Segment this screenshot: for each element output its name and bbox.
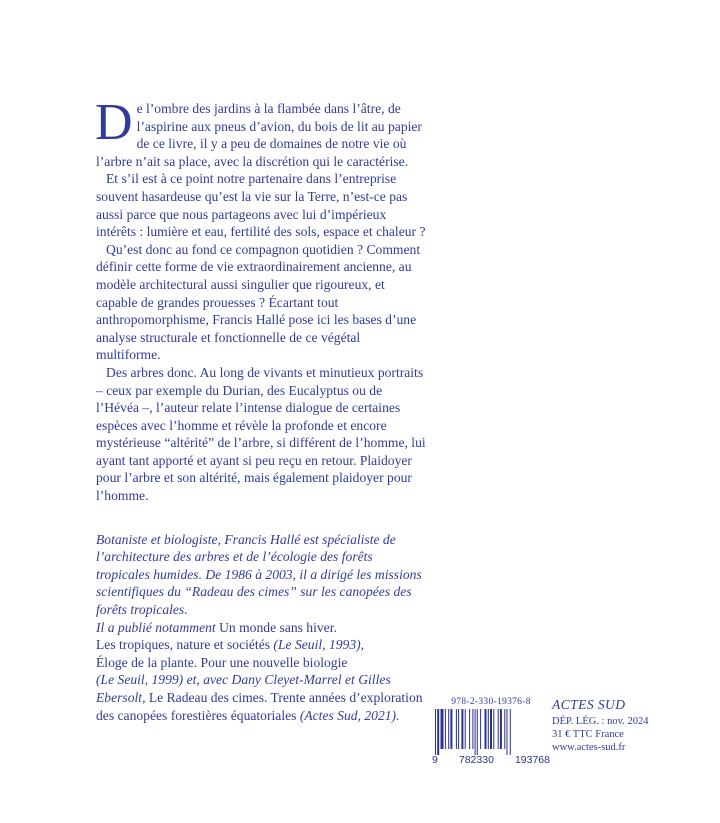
barcode-digit-prefix: 9 [432, 754, 438, 766]
legal-deposit: DÉP. LÉG. : nov. 2024 [552, 716, 649, 727]
back-cover-summary [95, 94, 426, 724]
bibliography-lead: Il a publié notamment [96, 619, 216, 635]
isbn-barcode [432, 697, 550, 766]
book-title-1: Un monde sans hiver. [215, 619, 337, 635]
book-title-2: Les tropiques, nature et sociétés [96, 637, 271, 653]
summary-paragraph-4: Des arbres donc. Au long de vivants et minutieux portraits – ceux par exemple du Durian, des Eucalyptus ou de l’Hévéa –, l’auteur relate l’intense dialogue de certaines espèces avec l’homme et révèle la profonde et encore mystérieuse “altérité” de l’arbre, si différent de l’homme, lui ayant tant apporté et ayant si peu reçu en retour. Plaidoyer pour l’arbre et son altérité, mais également plaidoyer pour l’homme. [96, 364, 426, 504]
summary-paragraph-1 [95, 94, 426, 170]
price: 31 € TTC France [552, 729, 624, 740]
book-publisher-4: (Actes Sud, 2021). [296, 707, 400, 723]
barcode-digit-group-1: 782330 [458, 754, 494, 766]
publisher-name: ACTES SUD [552, 697, 626, 712]
barcode-bars [435, 709, 547, 755]
book-publisher-3: (Le Seuil, 1999) et, avec Dany Cleyet-Marrel et Gilles Ebersolt, [96, 672, 391, 705]
author-bibliography [96, 619, 426, 725]
summary-paragraph-2: Et s’il est à ce point notre partenaire dans l’entreprise souvent hasardeuse qu’est la vie sur la Terre, n’est-ce pas aussi parce que nous partageons avec lui d’impérieux intérêts : lumière et eau, fertilité des sols, espace et chaleur ? [96, 171, 426, 240]
publisher-website: www.actes-sud.fr [552, 742, 626, 753]
summary-paragraph-3: Qu’est donc au fond ce compagnon quotidien ? Comment définir cette forme de vie extraordinairement ancienne, au modèle architectural aussi singulier que rigoureux, et capable de grandes prouesses ? Écartant tout anthropomorphisme, Francis Hallé pose ici les bases d’une analyse structurale et fonctionnelle de ce végétal multiforme. [96, 241, 421, 363]
book-publisher-2: (Le Seuil, 1993), [270, 637, 365, 653]
author-bio-intro: Botaniste et biologiste, Francis Hallé est spécialiste de l’architecture des arbres et de l’écologie des forêts tropicales humides. De 1986 à 2003, il a dirigé les missions scientifiques du “Radeau des cimes” sur les canopées des forêts tropicales. [96, 531, 422, 618]
summary-paragraph-1-text: e l’ombre des jardins à la flambée dans l’âtre, de l’aspirine aux pneus d’avion, du bois de lit au papier de ce livre, il y a peu de domaines de notre vie où l’arbre n’ait sa place, avec la discrétion qui le caractérise. [96, 101, 422, 169]
book-title-3: Éloge de la plante. Pour une nouvelle biologie [96, 654, 348, 670]
barcode-digit-group-2: 193768 [514, 754, 550, 766]
author-bio [96, 531, 426, 725]
publisher-block [552, 697, 662, 754]
isbn-text: 978-2-330-19376-8 [451, 697, 531, 707]
book-title-4: Le Radeau des cimes. Trente années d’exploration des canopées forestières équatoriales [96, 690, 423, 723]
barcode-digits [432, 754, 550, 766]
drop-cap: D [95, 94, 133, 151]
